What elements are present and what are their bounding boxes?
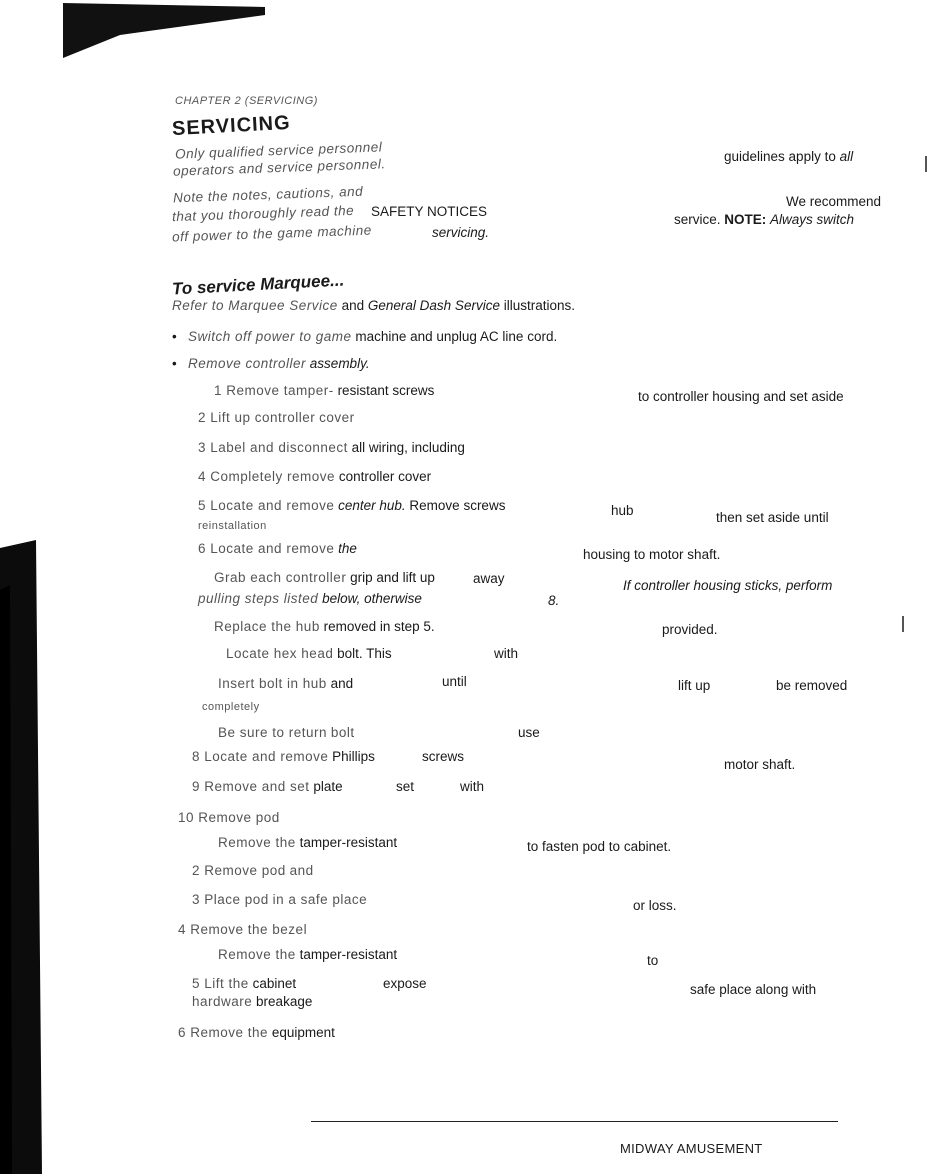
step-text: 3 Label and disconnect (198, 440, 348, 455)
edge-mark (902, 616, 904, 632)
step-line (218, 835, 397, 851)
intro-line-3: Note the notes, cautions, and (172, 183, 364, 206)
step-text: 8 Locate and remove (192, 749, 329, 764)
intro-line-3-right: We recommend (786, 194, 882, 209)
step-text: 3 Place pod (192, 892, 269, 907)
step-line-right: away (473, 571, 505, 586)
step-text: Remove the (218, 947, 296, 962)
step-line (218, 676, 353, 692)
step-text: removed in step 5. (323, 619, 435, 634)
step-line-right: to (647, 953, 659, 968)
step-text: cover (319, 410, 355, 425)
step-line (198, 469, 431, 485)
reference-title: General Dash Service (367, 298, 500, 313)
step-line-right: with (460, 779, 485, 794)
step-text: 9 Remove and set (192, 779, 310, 794)
step-text: the (338, 541, 357, 556)
safety-notices-ref: SAFETY NOTICES (371, 204, 488, 219)
footer-company: MIDWAY AMUSEMENT (620, 1141, 763, 1156)
step-text: 2 Remove pod (192, 863, 286, 878)
step-line-right: until (442, 674, 467, 689)
step-text: plate (313, 779, 343, 794)
bullet-text: Remove controller (187, 356, 307, 371)
step-line (192, 892, 367, 908)
step-text: and (330, 676, 354, 691)
step-line-right: set (396, 779, 415, 794)
step-line (198, 591, 422, 607)
step-line (192, 779, 343, 795)
step-text: Locate hex head (226, 646, 334, 661)
step-line (192, 994, 312, 1010)
step-text: Phillips (332, 749, 375, 764)
step-text: resistant screws (337, 383, 435, 398)
step-line-right: If controller housing sticks, perform (623, 578, 833, 593)
intro-line-5-right: servicing. (432, 225, 490, 240)
bullet-text: machine and unplug AC line cord. (355, 329, 558, 344)
step-text: cabinet (252, 976, 297, 991)
step-text: 4 Completely remove (198, 469, 336, 484)
step-text: Grab each controller (214, 570, 347, 585)
step-line (218, 947, 397, 963)
intro-line-1-right (724, 149, 853, 165)
intro-line-5: off power to the game machine (171, 222, 373, 245)
step-line-right: housing to motor shaft. (583, 547, 721, 562)
step-text: center hub. (338, 498, 406, 513)
step-line-right: provided. (662, 622, 718, 637)
reference-text: illustrations. (503, 298, 575, 313)
step-line (198, 410, 355, 426)
step-line-right: or loss. (633, 898, 677, 913)
bullet-item: • Switch off power to game machine and unplug AC line cord. (172, 329, 558, 344)
step-line: 10 Remove pod (178, 810, 280, 825)
section-heading: To service Marquee... (171, 270, 345, 299)
step-line-right: safe place along with (690, 982, 817, 997)
reference-text: Refer to Marquee Service (172, 298, 338, 313)
step-text: Remove screws (409, 498, 506, 513)
step-text: Replace the hub (214, 619, 320, 634)
step-text: controller cover (338, 469, 432, 484)
step-text: and (289, 863, 314, 878)
step-text: 6 Locate and remove (198, 541, 335, 556)
step-text: grip and lift up (350, 570, 435, 585)
intro-emphasis: all (839, 149, 854, 164)
step-line (178, 1025, 335, 1041)
step-line (214, 570, 435, 586)
step-text: breakage (256, 994, 313, 1009)
step-text: hardware (192, 994, 253, 1009)
step-text: all wiring, including (351, 440, 465, 455)
footer-rule (311, 1121, 838, 1122)
step-text: in a safe place (272, 892, 368, 907)
step-line-right: screws (422, 749, 465, 764)
bullet-item: • Remove controller assembly. (172, 356, 370, 371)
step-line-right: motor shaft. (724, 757, 796, 772)
note-label: NOTE: (724, 212, 767, 227)
step-line (192, 976, 296, 992)
step-line (198, 541, 357, 557)
step-line-right: use (518, 725, 540, 740)
step-line (192, 749, 375, 765)
step-text: 5 Locate and remove (198, 498, 335, 513)
step-text: pulling steps listed (198, 591, 319, 606)
step-line-right: hub (611, 503, 634, 518)
section-reference (172, 298, 575, 314)
step-line-right: expose (383, 976, 427, 991)
step-text: equipment (271, 1025, 335, 1040)
bullet-text: assembly. (309, 356, 370, 371)
step-line (192, 863, 314, 879)
step-line-right: be removed (776, 678, 848, 693)
step-line-right: 8. (548, 593, 560, 608)
step-text: Be sure to return (218, 725, 328, 740)
step-line: completely (202, 701, 260, 713)
step-line (214, 619, 435, 635)
intro-line-4-right (674, 212, 854, 228)
chapter-label: CHAPTER 2 (SERVICING) (175, 95, 318, 107)
step-text: tamper-resistant (299, 947, 398, 962)
step-text: 6 Remove the (178, 1025, 269, 1040)
step-line: 4 Remove the bezel (178, 922, 308, 937)
step-text: 1 Remove tamper- (214, 383, 334, 398)
step-line (214, 383, 434, 399)
binding-shadow (0, 0, 45, 1174)
step-line-right: then set aside until (716, 510, 829, 525)
step-text: 5 Lift the (192, 976, 249, 991)
step-text: tamper-resistant (299, 835, 398, 850)
step-line (198, 498, 505, 514)
step-text: 2 Lift up controller (198, 410, 316, 425)
step-text: bolt. This (337, 646, 392, 661)
intro-line-2: operators and service personnel. (172, 156, 386, 179)
step-line-right: lift up (678, 678, 711, 693)
step-line (198, 440, 465, 456)
page-title: SERVICING (171, 111, 292, 141)
step-line-right: with (494, 646, 519, 661)
step-text: below, otherwise (322, 591, 422, 606)
step-text: Insert bolt in hub (218, 676, 327, 691)
intro-text: guidelines apply to (724, 149, 836, 164)
intro-line-4: that you thoroughly read the (171, 202, 355, 225)
step-text: Remove the (218, 835, 296, 850)
step-line: reinstallation (198, 520, 267, 532)
intro-text: service. (674, 212, 721, 227)
intro-line-1: Only qualified service personnel (174, 139, 383, 162)
step-text: bolt (330, 725, 355, 740)
step-line-right: to fasten pod to cabinet. (527, 839, 672, 854)
step-line (226, 646, 392, 662)
edge-mark (925, 156, 927, 172)
reference-text: and (341, 298, 365, 313)
step-line (218, 725, 355, 741)
note-text: Always switch (770, 212, 855, 227)
bullet-text: Switch off power to game (187, 329, 352, 344)
step-line-right: to controller housing and set aside (638, 389, 844, 404)
